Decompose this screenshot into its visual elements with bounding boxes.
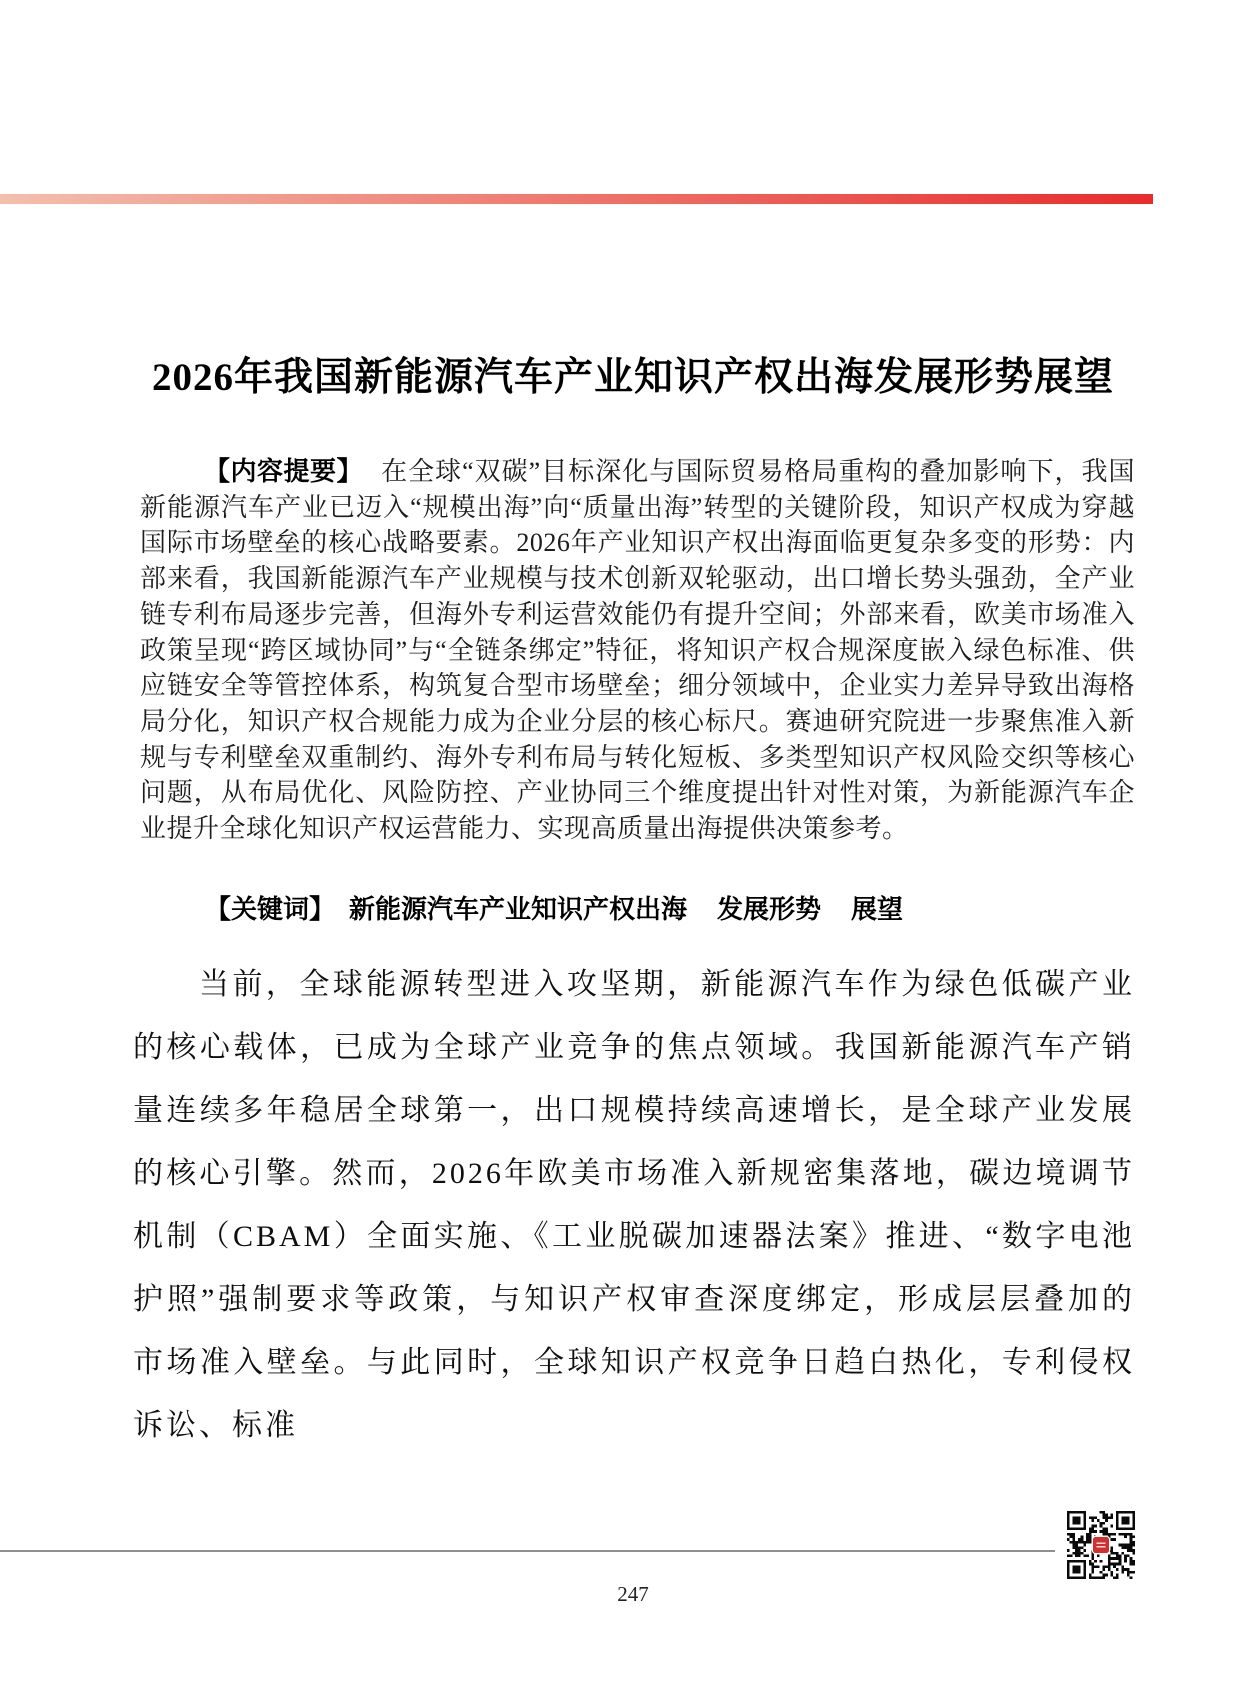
footer-divider bbox=[0, 1550, 1055, 1552]
qr-code-icon bbox=[1067, 1511, 1135, 1579]
abstract-text: 在全球“双碳”目标深化与国际贸易格局重构的叠加影响下，我国新能源汽车产业已迈入“规模出海”向“质量出海”转型的关键阶段，知识产权成为穿越国际市场壁垒的核心战略要素。2026年产业知识产权出海面临更复杂多变的形势：内部来看，我国新能源汽车产业规模与技术创新双轮驱动，出口增长势头强劲，全产业链专利布局逐步完善，但海外专利运营效能仍有提升空间；外部来看，欧美市场准入政策呈现“跨区域协同”与“全链条绑定”特征，将知识产权合规深度嵌入绿色标准、供应链安全等管控体系，构筑复合型市场壁垒；细分领域中，企业实力差异导致出海格局分化，知识产权合规能力成为企业分层的核心标尺。赛迪研究院进一步聚焦准入新规与专利壁垒双重制约、海外专利布局与转化短板、多类型知识产权风险交织等核心问题，从布局优化、风险防控、产业协同三个维度提出针对性对策，为新能源汽车企业提升全球化知识产权运营能力、实现高质量出海提供决策参考。 bbox=[140, 457, 1135, 844]
keywords-line bbox=[205, 892, 1135, 926]
accent-gradient-bar bbox=[0, 194, 1153, 204]
abstract-paragraph bbox=[140, 454, 1135, 847]
page-number: 247 bbox=[617, 1582, 649, 1606]
keyword-item: 展望 bbox=[851, 894, 904, 924]
abstract-label: 【内容提要】 bbox=[204, 456, 364, 486]
keywords-label: 【关键词】 bbox=[205, 894, 336, 924]
body-paragraph: 当前，全球能源转型进入攻坚期，新能源汽车作为绿色低碳产业的核心载体，已成为全球产业竞争的焦点领域。我国新能源汽车产销量连续多年稳居全球第一，出口规模持续高速增长，是全球产业发展的核心引擎。然而，2026年欧美市场准入新规密集落地，碳边境调节机制（CBAM）全面实施、《工业脱碳加速器法案》推进、“数字电池护照”强制要求等政策，与知识产权审查深度绑定，形成层层叠加的市场准入壁垒。与此同时，全球知识产权竞争日趋白热化，专利侵权诉讼、标准 bbox=[133, 968, 1135, 1442]
page-title: 2026年我国新能源汽车产业知识产权出海发展形势展望 bbox=[151, 356, 1114, 400]
keyword-item: 新能源汽车产业知识产权出海 bbox=[349, 894, 688, 924]
keyword-item: 发展形势 bbox=[717, 894, 822, 924]
